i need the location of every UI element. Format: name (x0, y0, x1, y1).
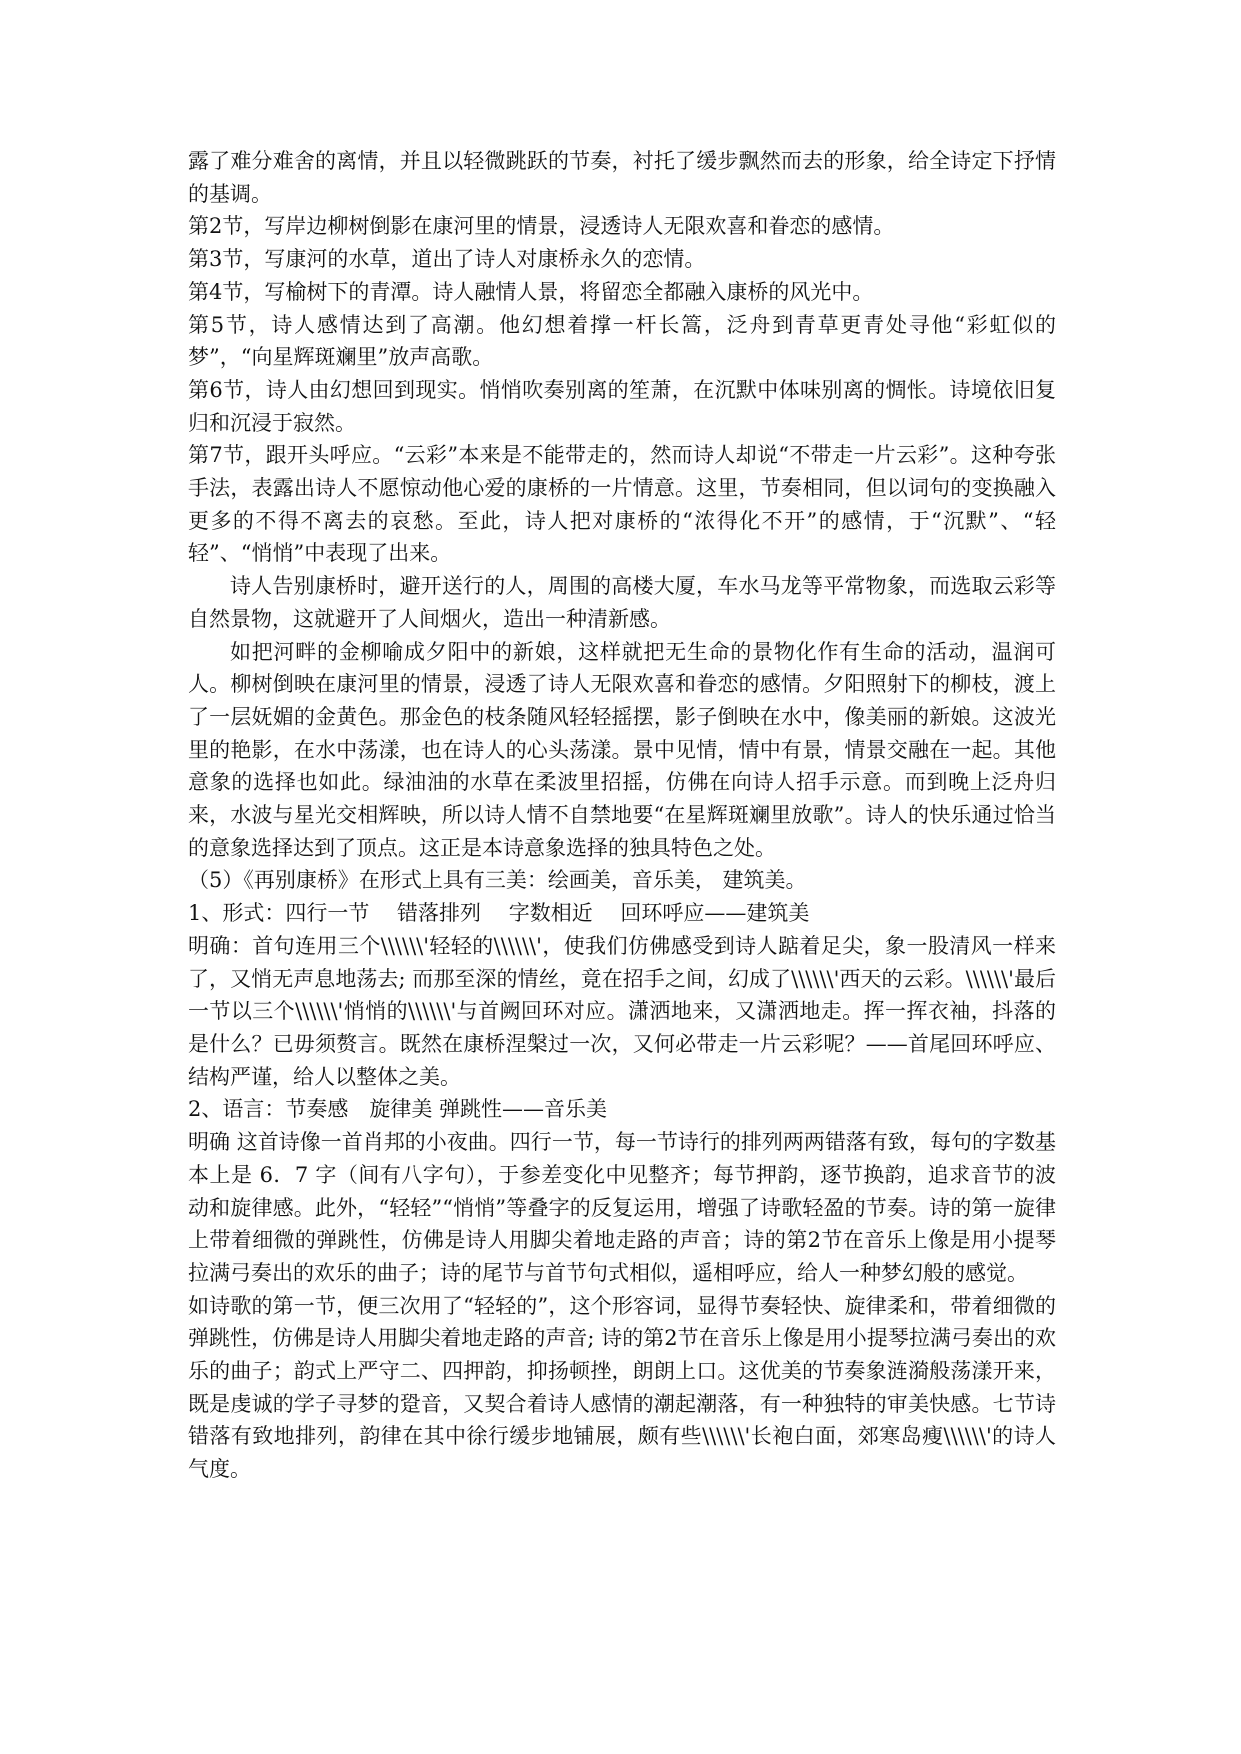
paragraph-2: 第2节，写岸边柳树倒影在康河里的情景，浸透诗人无限欢喜和眷恋的感情。 (188, 214, 895, 239)
paragraph-form-explanation: 明确：首句连用三个\\\\\\'轻轻的\\\\\\'，使我们仿佛感受到诗人踮着足尖，象一股清风一样来了，又悄无声息地荡去; 而那至深的情丝，竟在招手之间，幻成了\\\\\\'西天的云彩。\\\\\\'最后一节以三个\\\\\\'悄悄的\\\\\\'与首阙回环对应。潇洒地来，又潇洒地走。挥一挥衣袖，抖落的是什么？已毋须赘言。既然在康桥涅槃过一次，又何必带走一片云彩呢？——首尾回环呼应、结构严谨，给人以整体之美。 (188, 933, 1056, 1089)
paragraph-8: 诗人告别康桥时，避开送行的人，周围的高楼大厦，车水马龙等平常物象，而选取云彩等自然景物，这就避开了人间烟火，造出一种清新感。 (188, 574, 1056, 631)
paragraph-9: 如把河畔的金柳喻成夕阳中的新娘，这样就把无生命的景物化作有生命的活动，温润可人。柳树倒映在康河里的情景，浸透了诗人无限欢喜和眷恋的感情。夕阳照射下的柳枝，渡上了一层妩媚的金黄色。那金色的枝条随风轻轻摇摆，影子倒映在水中，像美丽的新娘。这波光里的艳影，在水中荡漾，也在诗人的心头荡漾。景中见情，情中有景，情景交融在一起。其他意象的选择也如此。绿油油的水草在柔波里招摇，仿佛在向诗人招手示意。而到晚上泛舟归来，水波与星光交相辉映，所以诗人情不自禁地要“在星辉斑斓里放歌”。诗人的快乐通过恰当的意象选择达到了顶点。这正是本诗意象选择的独具特色之处。 (188, 639, 1056, 860)
paragraph-6: 第6节，诗人由幻想回到现实。悄悄吹奏别离的笙萧，在沉默中体味别离的惆怅。诗境依旧复归和沉浸于寂然。 (188, 377, 1056, 435)
document-page (188, 145, 1056, 1486)
section-heading-three-beauties: （5）《再别康桥》在形式上具有三美：绘画美，音乐美， 建筑美。 (188, 868, 807, 893)
paragraph-4: 第4节，写榆树下的青潭。诗人融情人景，将留恋全都融入康桥的风光中。 (188, 279, 874, 304)
paragraph-1: 露了难分难舍的离情，并且以轻微跳跃的节奏，衬托了缓步飘然而去的形象，给全诗定下抒情的基调。 (188, 149, 1056, 206)
point-heading-language: 2、语言：节奏感 旋律美 弹跳性——音乐美 (188, 1097, 608, 1122)
paragraph-3: 第3节，写康河的水草，道出了诗人对康桥永久的恋情。 (188, 247, 706, 272)
paragraph-7: 第7节，跟开头呼应。“云彩”本来是不能带走的，然而诗人却说“不带走一片云彩”。这种夸张手法，表露出诗人不愿惊动他心爱的康桥的一片情意。这里，节奏相同，但以词句的变换融入更多的不得不离去的哀愁。至此，诗人把对康桥的“浓得化不开”的感情，于“沉默”、“轻轻”、“悄悄”中表现了出来。 (188, 443, 1056, 566)
point-heading-form: 1、形式：四行一节 错落排列 字数相近 回环呼应——建筑美 (188, 901, 810, 926)
paragraph-first-stanza-rhythm: 如诗歌的第一节，便三次用了“轻轻的”，这个形容词，显得节奏轻快、旋律柔和，带着细微的弹跳性，仿佛是诗人用脚尖着地走路的声音; 诗的第2节在音乐上像是用小提琴拉满弓奏出的欢乐的曲子；韵式上严守二、四押韵，抑扬顿挫，朗朗上口。这优美的节奏象涟漪般荡漾开来，既是虔诚的学子寻梦的跫音，又契合着诗人感情的潮起潮落，有一种独特的审美快感。七节诗错落有致地排列，韵律在其中徐行缓步地铺展，颇有些\\\\\\'长袍白面，郊寒岛瘦\\\\\\'的诗人气度。 (188, 1293, 1056, 1482)
paragraph-language-explanation: 明确 这首诗像一首肖邦的小夜曲。四行一节，每一节诗行的排列两两错落有致，每句的字数基本上是 6．7 字（间有八字句），于参差变化中见整齐；每节押韵，逐节换韵，追求音节的波动和旋律感。此外，“轻轻”“悄悄”等叠字的反复运用，增强了诗歌轻盈的节奏。诗的第一旋律上带着细微的弹跳性，仿佛是诗人用脚尖着地走路的声音；诗的第2节在音乐上像是用小提琴拉满弓奏出的欢乐的曲子；诗的尾节与首节句式相似，遥相呼应，给人一种梦幻般的感觉。 (188, 1130, 1056, 1285)
paragraph-5: 第5节，诗人感情达到了高潮。他幻想着撑一杆长篙，泛舟到青草更青处寻他“彩虹似的梦”，“向星辉斑斓里”放声高歌。 (188, 312, 1056, 370)
